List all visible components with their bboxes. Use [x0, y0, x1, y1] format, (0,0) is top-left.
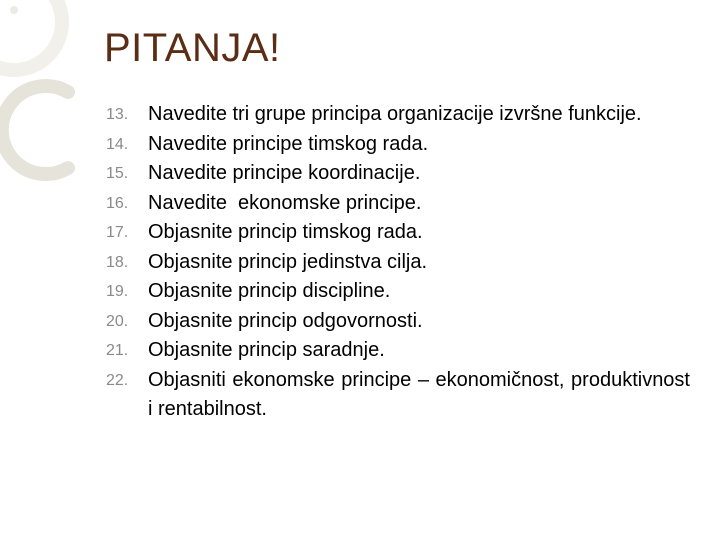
question-number: 19. — [106, 283, 129, 300]
question-text: Navedite tri grupe principa organizacije izvršne funkcije. — [148, 103, 642, 125]
decorative-crescent — [2, 86, 68, 174]
decorative-dot — [10, 6, 18, 14]
question-text: Objasnite princip discipline. — [148, 280, 391, 302]
question-number: 22. — [106, 371, 129, 389]
list-item — [106, 336, 690, 366]
list-item — [106, 307, 690, 337]
list-item — [106, 218, 690, 248]
decorative-ring-large — [0, 0, 62, 70]
list-item — [106, 130, 690, 160]
question-text: Navedite principe timskog rada. — [148, 132, 429, 155]
question-text: Navedite ekonomske principe. — [148, 191, 422, 214]
question-text: Objasnite princip odgovornosti. — [148, 309, 423, 332]
question-number: 17. — [106, 224, 129, 241]
list-item — [106, 100, 690, 130]
list-item — [106, 277, 690, 307]
question-number: 13. — [106, 106, 129, 123]
question-text: Objasnite princip jedinstva cilja. — [148, 250, 428, 273]
question-list — [106, 100, 690, 425]
question-text: Navedite principe koordinacije. — [148, 162, 421, 184]
question-text: Objasnite princip timskog rada. — [148, 221, 423, 243]
question-text: Objasnite princip saradnje. — [148, 339, 385, 361]
list-item — [106, 189, 690, 219]
list-item — [106, 159, 690, 189]
list-item — [106, 366, 690, 425]
question-number: 20. — [106, 312, 129, 330]
decorative-circles-graphic — [0, 0, 110, 200]
question-number: 15. — [106, 165, 129, 182]
question-number: 16. — [106, 194, 129, 212]
question-number: 21. — [106, 342, 129, 359]
question-text: Objasniti ekonomske principe – ekonomičnost, produktivnost i rentabilnost. — [148, 368, 690, 420]
slide-title: PITANJA! — [104, 26, 281, 70]
question-number: 18. — [106, 253, 129, 271]
question-number: 14. — [106, 135, 129, 153]
list-item — [106, 248, 690, 278]
